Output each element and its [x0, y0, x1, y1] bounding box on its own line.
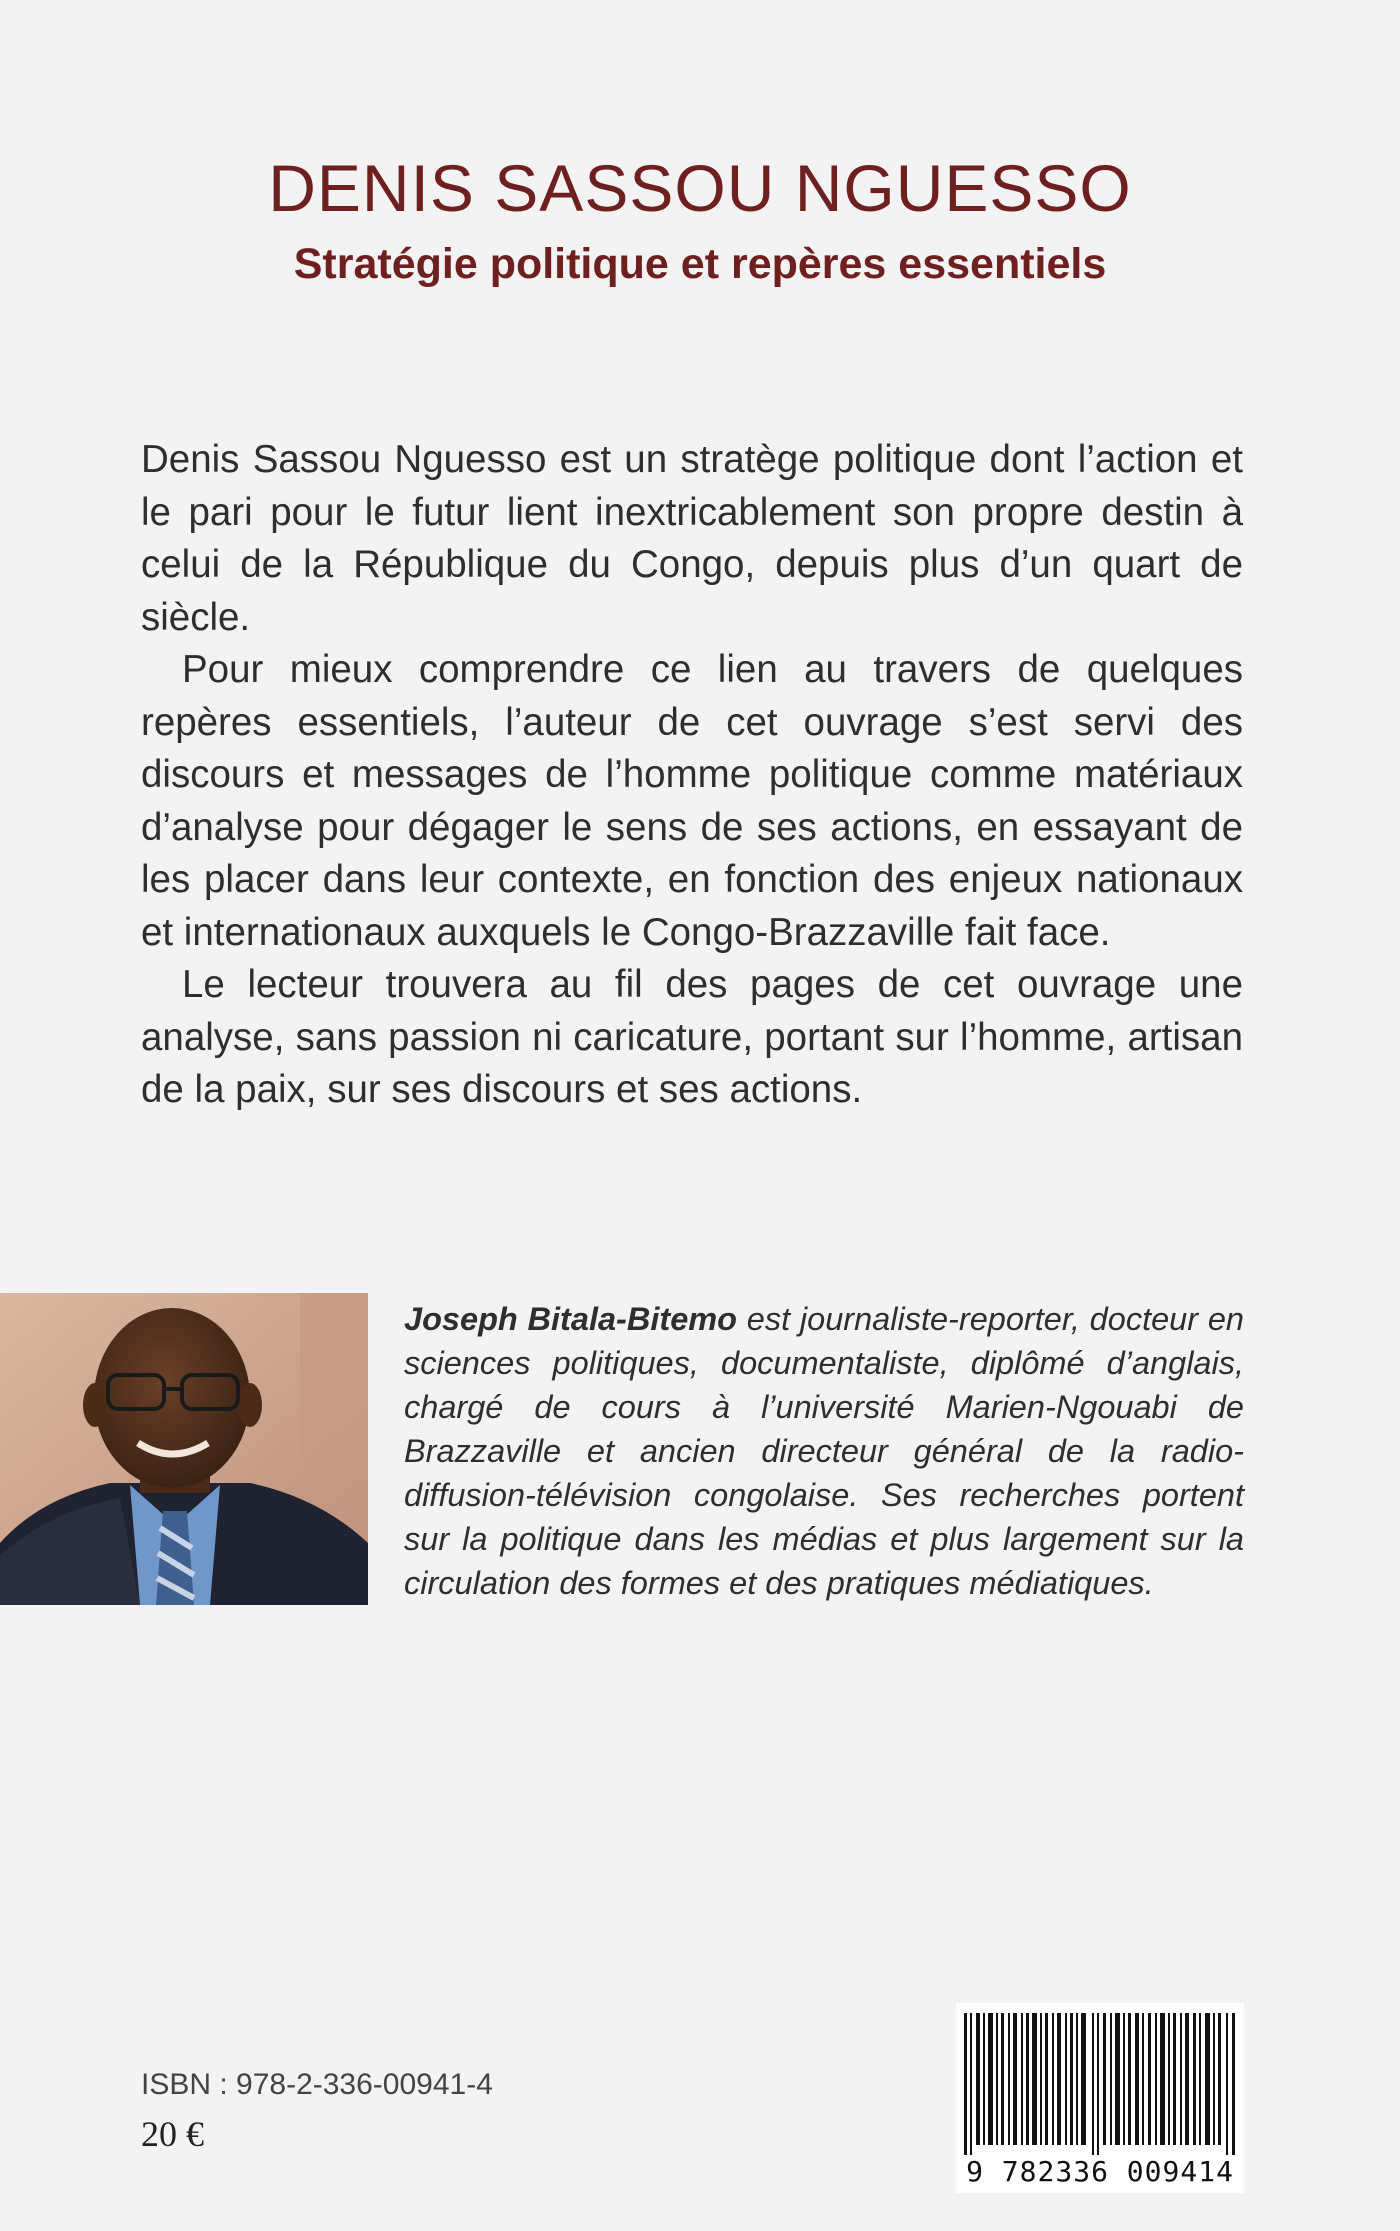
author-photo — [0, 1293, 368, 1605]
barcode — [956, 2003, 1244, 2193]
back-cover-blurb — [141, 434, 1243, 1117]
barcode-bars — [964, 2013, 1236, 2155]
blurb-paragraph-2: Pour mieux comprendre ce lien au travers de quelques repères essentiels, l’auteur de cet ouvrage s’est servi des discours et messages de l’homme politique comme matériaux d’analyse pour dégager le sens de ses actions, en essayant de les placer dans leur contexte, en fonction des enjeux nationaux et internationaux auxquels le Congo-Brazzaville fait face. — [141, 648, 1243, 954]
blurb-paragraph-1: Denis Sassou Nguesso est un stratège politique dont l’action et le pari pour le futur lient inextricablement son propre destin à celui de la République du Congo, depuis plus d’un quart de siècle. — [141, 438, 1243, 639]
author-biography — [404, 1297, 1244, 1605]
isbn: ISBN : 978-2-336-00941-4 — [141, 2068, 493, 2101]
price: 20 € — [141, 2114, 204, 2154]
author-bio-text: est journaliste-reporter, docteur en sciences politiques, documentaliste, diplômé d’anglais, chargé de cours à l’université Marien-Ngouabi de Brazzaville et ancien directeur général de la radio-diffusion-télévision congolaise. Ses recherches portent sur la politique dans les médias et plus largement sur la circulation des formes et des pratiques médiatiques. — [404, 1301, 1244, 1601]
author-name: Joseph Bitala-Bitemo — [404, 1301, 738, 1337]
book-title: DENIS SASSOU NGUESSO — [268, 151, 1132, 225]
blurb-paragraph-3: Le lecteur trouvera au fil des pages de cet ouvrage une analyse, sans passion ni caricature, portant sur l’homme, artisan de la paix, sur ses discours et ses actions. — [141, 963, 1243, 1111]
book-subtitle: Stratégie politique et repères essentiels — [293, 240, 1107, 288]
barcode-digits: 9 782336 009414 — [966, 2155, 1234, 2188]
